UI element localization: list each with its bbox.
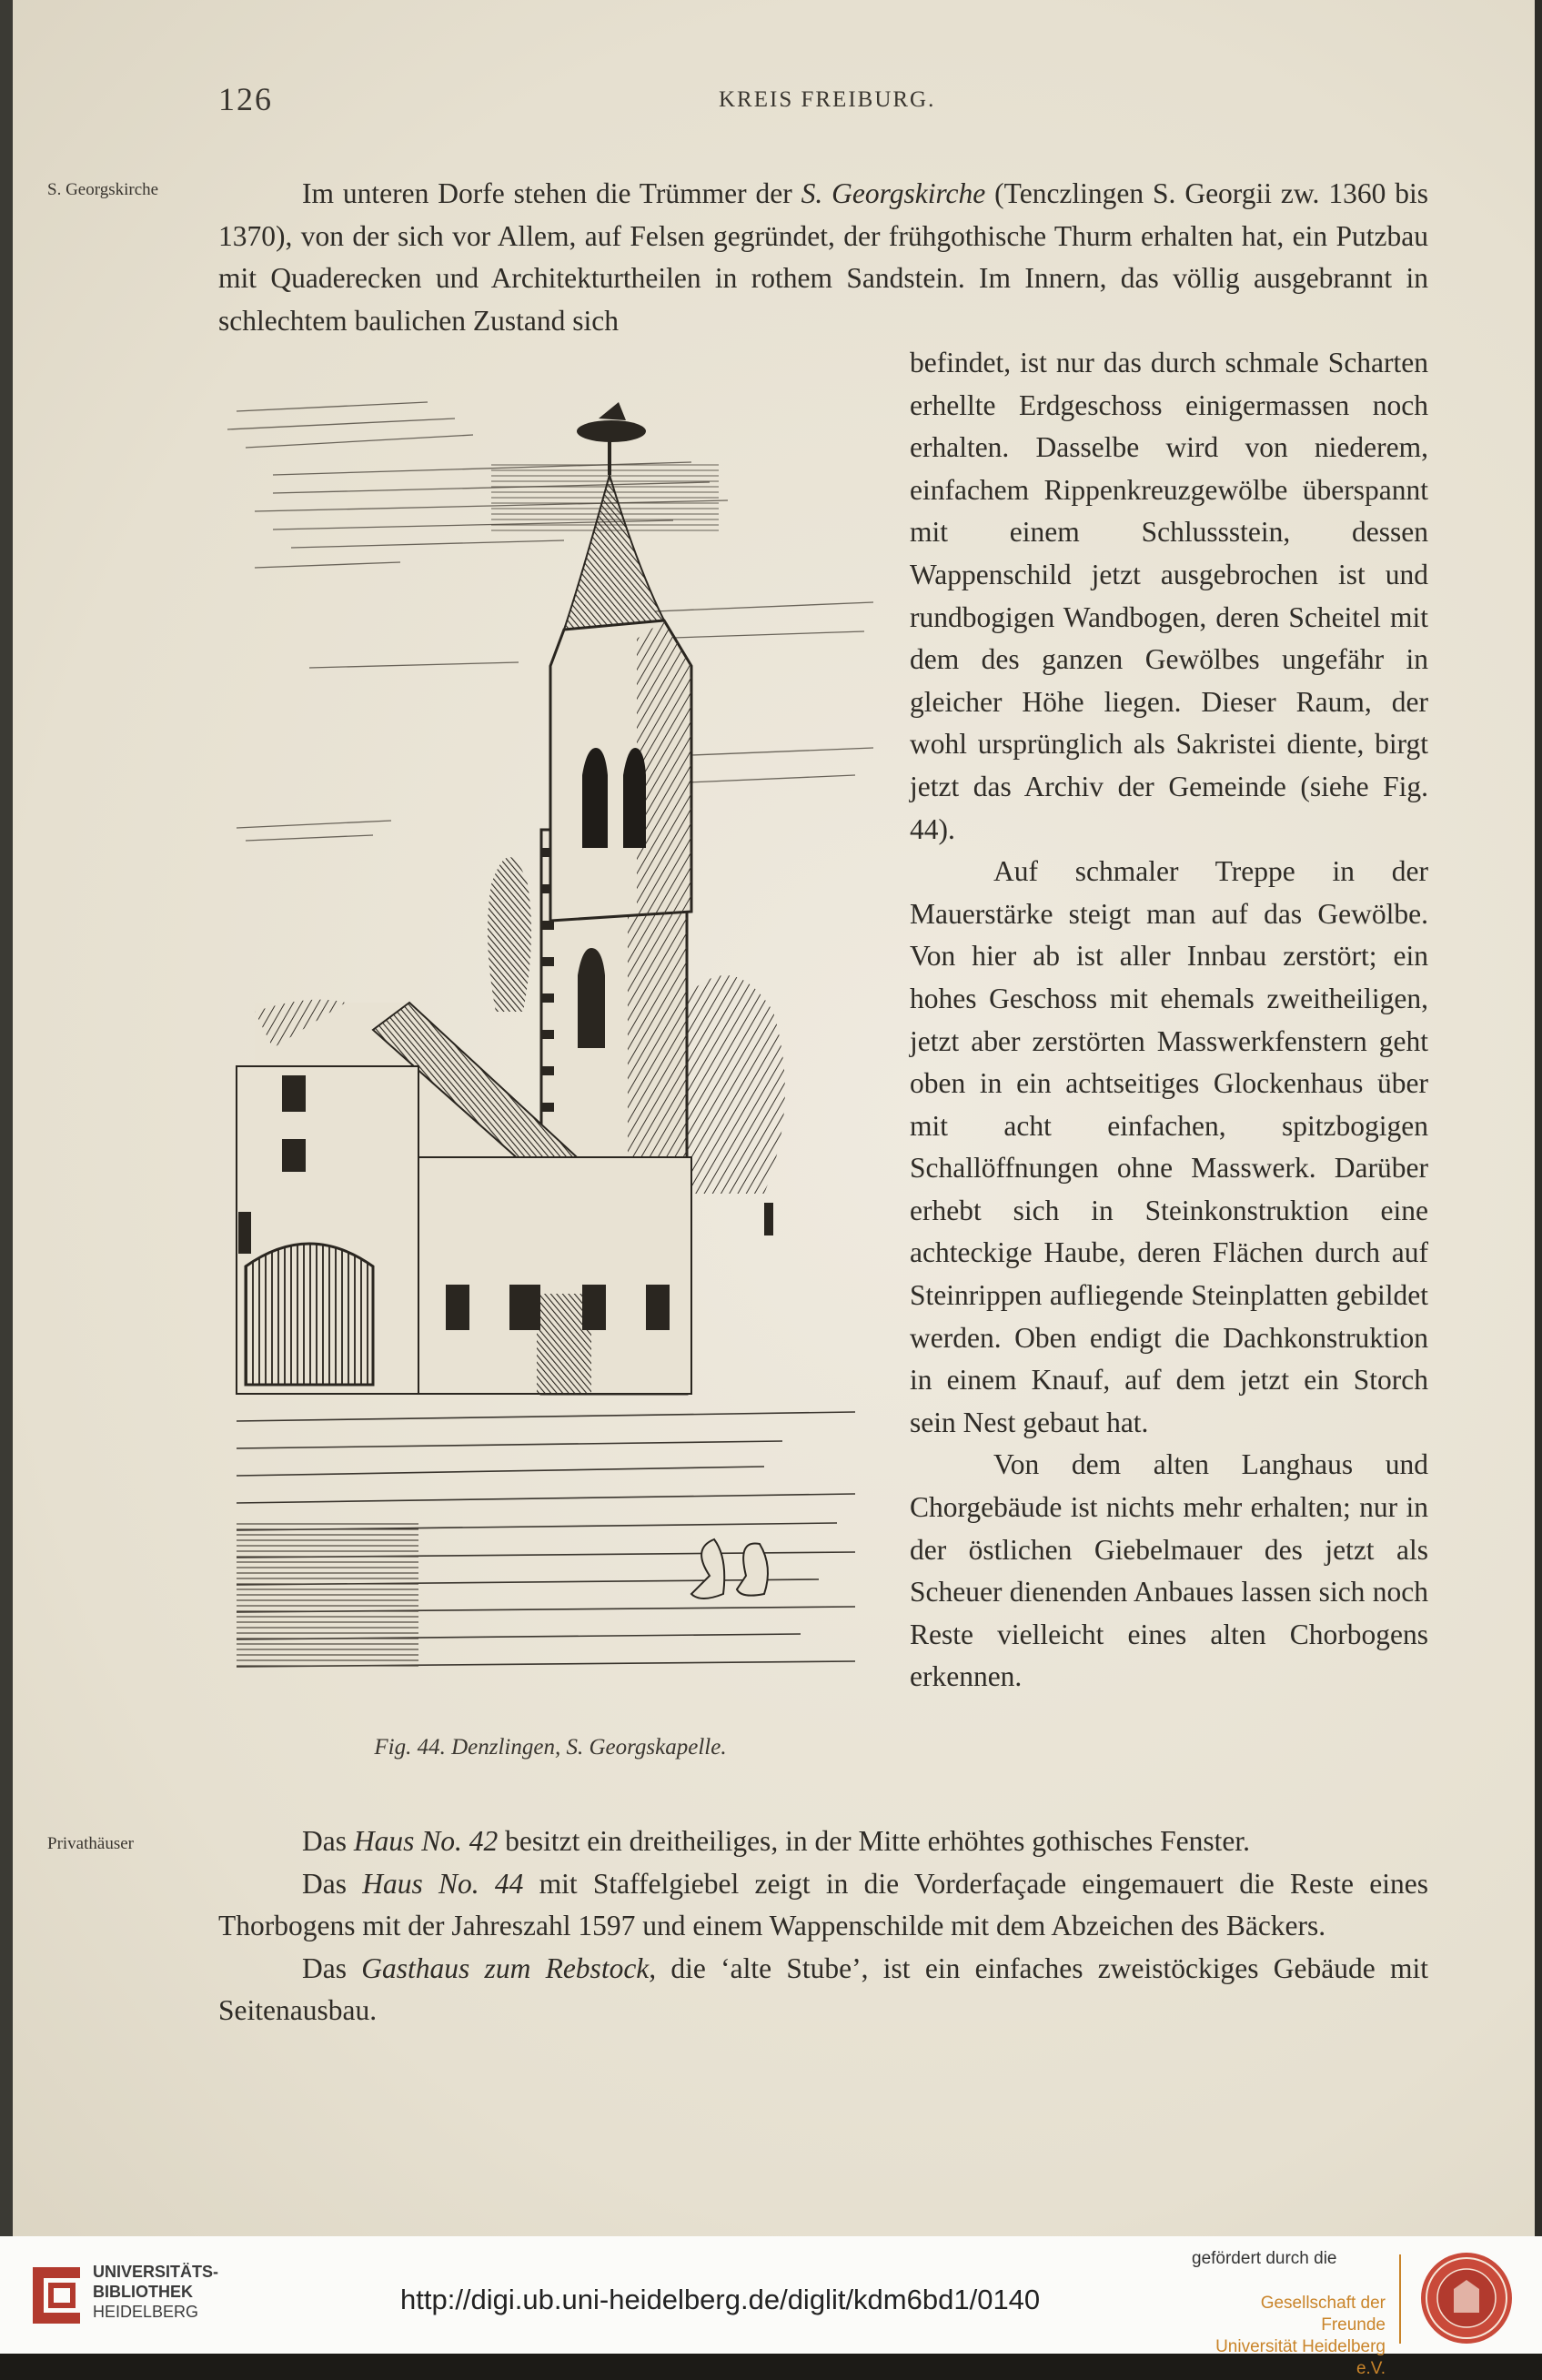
church-illustration xyxy=(218,375,882,1719)
intro-text-start: Im unteren Dorfe stehen die Trümmer der xyxy=(302,177,801,209)
haus42-pre: Das xyxy=(302,1825,354,1857)
funded-by-label: gefördert durch die xyxy=(1192,2249,1337,2268)
figure-caption: Fig. 44. Denzlingen, S. Georgskapelle. xyxy=(374,1735,727,1760)
paragraph-haus-42 xyxy=(218,1820,1428,1863)
society-line-2: Universität Heidelberg e.V. xyxy=(1215,2337,1386,2378)
library-logo-icon xyxy=(25,2260,87,2331)
page-edge-right xyxy=(1535,0,1542,2236)
library-line-1: UNIVERSITÄTS- xyxy=(93,2263,219,2281)
running-title: KREIS FREIBURG. xyxy=(719,87,936,112)
page-edge-left xyxy=(0,0,13,2236)
page-number: 126 xyxy=(218,81,273,117)
footer-divider xyxy=(1399,2254,1401,2344)
society-name xyxy=(1199,2293,1386,2380)
lower-text xyxy=(218,1820,1428,2032)
margin-note-georgskirche: S. Georgskirche xyxy=(47,180,159,199)
running-head xyxy=(218,80,1401,116)
library-line-2: BIBLIOTHEK xyxy=(93,2283,193,2301)
viewer-footer xyxy=(0,2236,1542,2378)
intro-paragraph xyxy=(218,173,1428,342)
margin-note-privathaeuser: Privathäuser xyxy=(47,1834,134,1853)
intro-text-rest: (Tenczlingen S. Georgii zw. 1360 bis 1370), von der sich vor Allem, auf Felsen gegründet, der frühgothische Thurm erhalten hat, ein Putzbau mit Quaderecken und Architekturtheilen in rothem Sandstein. Im Innern, das völlig ausgebrannt in schlechtem baulichen Zustand sich xyxy=(218,177,1428,337)
haus44-rest: mit Staffelgiebel zeigt in die Vorderfaçade eingemauert die Reste eines Thorbogens mit der Jahreszahl 1597 und einem Wappenschilde mit dem Abzeichen des Bäckers. xyxy=(218,1867,1428,1942)
column-paragraph-1: befindet, ist nur das durch schmale Scharten erhellte Erdgeschoss einigermassen noch erhalten. Dasselbe wird von niederem, einfachem Rippenkreuzgewölbe überspannt mit einem Schlussstein, dessen Wappenschild jetzt ausgebrochen ist und rundbogigen Wandbogen, deren Scheitel mit dem des ganzen Gewölbes ungefähr in gleicher Höhe liegen. Dieser Raum, der wohl ursprünglich als Sakristei diente, birgt jetzt das Archiv der Gemeinde (siehe Fig. 44). xyxy=(910,347,1428,845)
haus44-pre: Das xyxy=(302,1867,363,1900)
university-seal-icon xyxy=(1417,2249,1516,2347)
column-paragraph-2: Auf schmaler Treppe in der Mauerstärke steigt man auf das Gewölbe. Von hier ab ist aller Innbau zerstört; ein hohes Geschoss mit ehemals zweitheiligen, jetzt aber zerstörten Masswerkfenstern geht oben in ein achtseitiges Glockenhaus über mit acht einfachen, spitzbogigen Schallöffnungen ohne Masswerk. Darüber erhebt sich in Steinkonstruktion eine achteckige Haube, deren Flächen durch auf Steinrippen aufliegende Steinplatten gebildet werden. Oben endigt die Dachkonstruktion in einem Knauf, auf dem jetzt ein Storch sein Nest gebaut hat. xyxy=(910,855,1428,1438)
column-paragraph-3: Von dem alten Langhaus und Chorgebäude ist nichts mehr erhalten; nur in der östlichen Giebelmauer des jetzt als Scheuer dienenden Anbaues lassen sich noch Reste vielleicht eines alten Chorbogens erkennen. xyxy=(910,1448,1428,1693)
gasthaus-pre: Das xyxy=(302,1951,362,1984)
gasthaus-title: Gasthaus zum Rebstock, xyxy=(361,1951,657,1984)
library-line-3: HEIDELBERG xyxy=(93,2303,199,2321)
haus42-title: Haus No. 42 xyxy=(353,1825,499,1857)
haus42-rest: besitzt ein dreitheiliges, in der Mitte erhöhtes gothisches Fenster. xyxy=(498,1825,1250,1857)
permalink-url[interactable]: http://digi.ub.uni-heidelberg.de/diglit/kdm6bd1/0140 xyxy=(400,2284,1041,2315)
society-line-1: Gesellschaft der Freunde xyxy=(1260,2294,1386,2335)
right-column xyxy=(910,342,1428,1699)
library-name xyxy=(93,2262,218,2322)
paragraph-haus-44 xyxy=(218,1863,1428,1948)
haus44-title: Haus No. 44 xyxy=(362,1867,524,1900)
paragraph-gasthaus xyxy=(218,1948,1428,2032)
figure-44 xyxy=(218,375,882,1760)
church-name: S. Georgskirche xyxy=(801,177,986,209)
gasthaus-rest: die ‘alte Stube’, ist ein einfaches zweistöckiges Gebäude mit Seitenausbau. xyxy=(218,1951,1428,2027)
